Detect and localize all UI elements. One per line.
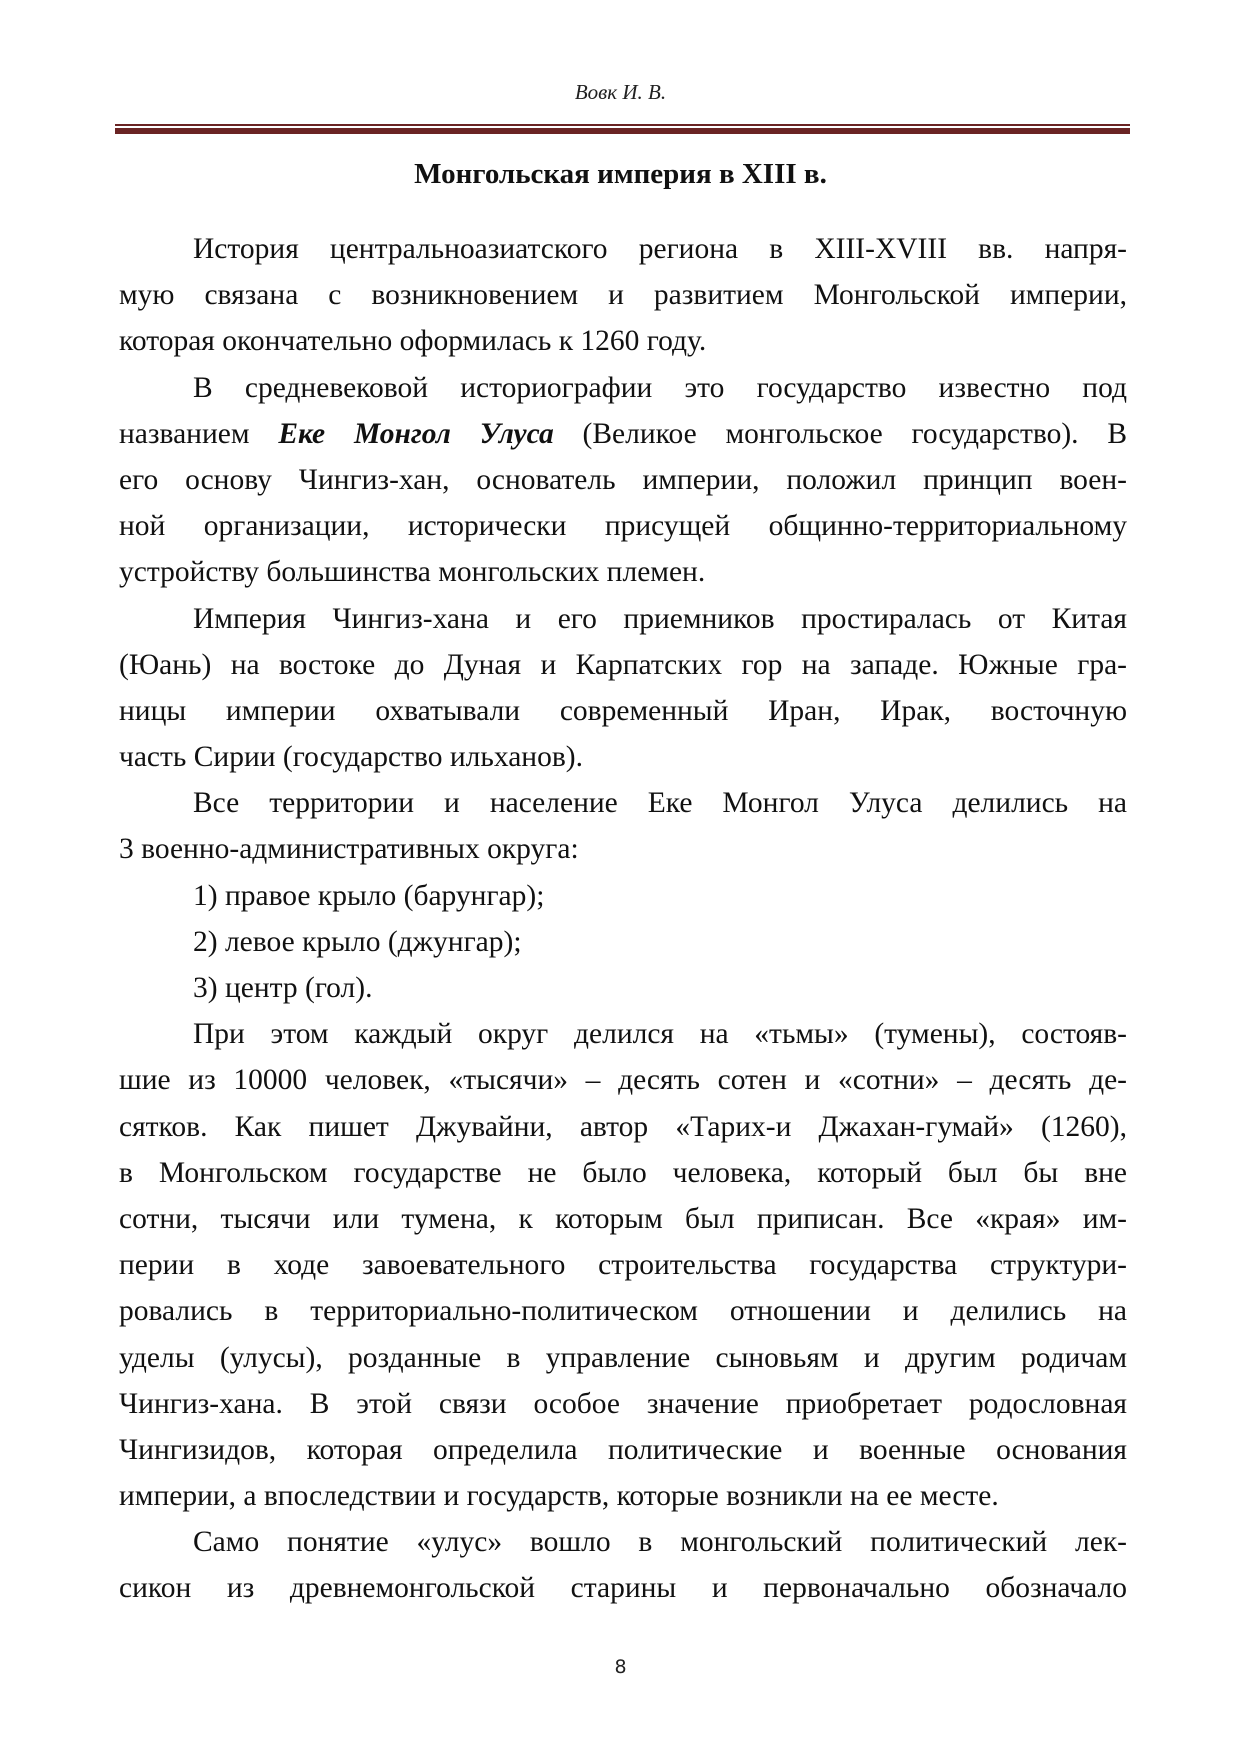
- text-line: Империя Чингиз-хана и его приемников простиралась от Китая: [193, 602, 1127, 635]
- page-number: 8: [614, 1656, 627, 1678]
- text-line: Чингизидов, которая определила политические и военные основания: [119, 1433, 1127, 1466]
- text-line: Чингиз-хана. В этой связи особое значение приобретает родословная: [119, 1387, 1127, 1420]
- text-line: 2) левое крыло (джунгар);: [193, 925, 522, 958]
- text-line: шие из 10000 человек, «тысячи» – десять сотен и «сотни» – десять де-: [119, 1064, 1127, 1097]
- paragraph: [119, 965, 1127, 1011]
- text-line: устройству большинства монгольских племен.: [119, 556, 706, 589]
- text-line: При этом каждый округ делился на «тьмы» (тумены), состояв-: [193, 1018, 1127, 1051]
- text-line: Все территории и население Еке Монгол Улуса делились на: [193, 787, 1127, 820]
- text-line: перии в ходе завоевательного строительства государства структури-: [119, 1249, 1127, 1282]
- text-line: ницы империи охватывали современный Иран, Ирак, восточную: [119, 694, 1127, 727]
- text-line: 1) правое крыло (барунгар);: [193, 879, 545, 912]
- text-line: Само понятие «улус» вошло в монгольский политический лек-: [193, 1526, 1127, 1559]
- text-line: сикон из древнемонгольской старины и первоначально обозначало: [119, 1572, 1127, 1605]
- text-line: ной организации, исторически присущей общинно-территориальному: [119, 510, 1127, 543]
- emphasized-term: Еке Монгол Улуса: [278, 417, 554, 450]
- text-line: его основу Чингиз-хан, основатель империи, положил принцип воен-: [119, 463, 1127, 496]
- text-line: (Юань) на востоке до Дуная и Карпатских гор на западе. Южные гра-: [119, 648, 1127, 681]
- text-line: История центральноазиатского региона в XIII-XVIII вв. напря-: [193, 233, 1127, 265]
- paragraph: [119, 873, 1127, 919]
- running-head-author: Вовк И. В.: [574, 80, 667, 104]
- text-line: в Монгольском государстве не было человека, который был бы вне: [119, 1156, 1127, 1189]
- paragraph: [119, 226, 1127, 365]
- paragraph: [119, 596, 1127, 781]
- paragraph: [119, 365, 1127, 596]
- text-line: 3) центр (гол).: [193, 972, 373, 1004]
- header-rule-thick: [115, 128, 1130, 134]
- paragraph: [119, 780, 1127, 872]
- text-line: сотни, тысячи или тумена, к которым был приписан. Все «края» им-: [119, 1202, 1127, 1235]
- text-line: названием Еке Монгол Улуса (Великое монгольское государство). В: [119, 417, 1127, 450]
- section-title: Монгольская империя в XIII в.: [414, 158, 827, 190]
- paragraph: [119, 1011, 1127, 1519]
- text-line: империи, а впоследствии и государств, которые возникли на ее месте.: [119, 1480, 999, 1513]
- text-line: которая окончательно оформилась к 1260 году.: [119, 325, 707, 358]
- text-line: сятков. Как пишет Джувайни, автор «Тарих-и Джахан-гумай» (1260),: [119, 1110, 1127, 1143]
- text-line: мую связана с возникновением и развитием Монгольской империи,: [119, 279, 1127, 312]
- header-rule-thin: [115, 124, 1130, 126]
- text-line: уделы (улусы), розданные в управление сыновьям и другим родичам: [119, 1341, 1127, 1374]
- paragraph: [119, 919, 1127, 965]
- paragraph: [119, 1519, 1127, 1611]
- text-line: часть Сирии (государство ильханов).: [119, 741, 583, 774]
- text-line: 3 военно-административных округа:: [119, 833, 579, 866]
- body-text: [119, 226, 1127, 1612]
- text-line: В средневековой историографии это государство известно под: [193, 371, 1127, 404]
- text-line: ровались в территориально-политическом отношении и делились на: [119, 1295, 1127, 1328]
